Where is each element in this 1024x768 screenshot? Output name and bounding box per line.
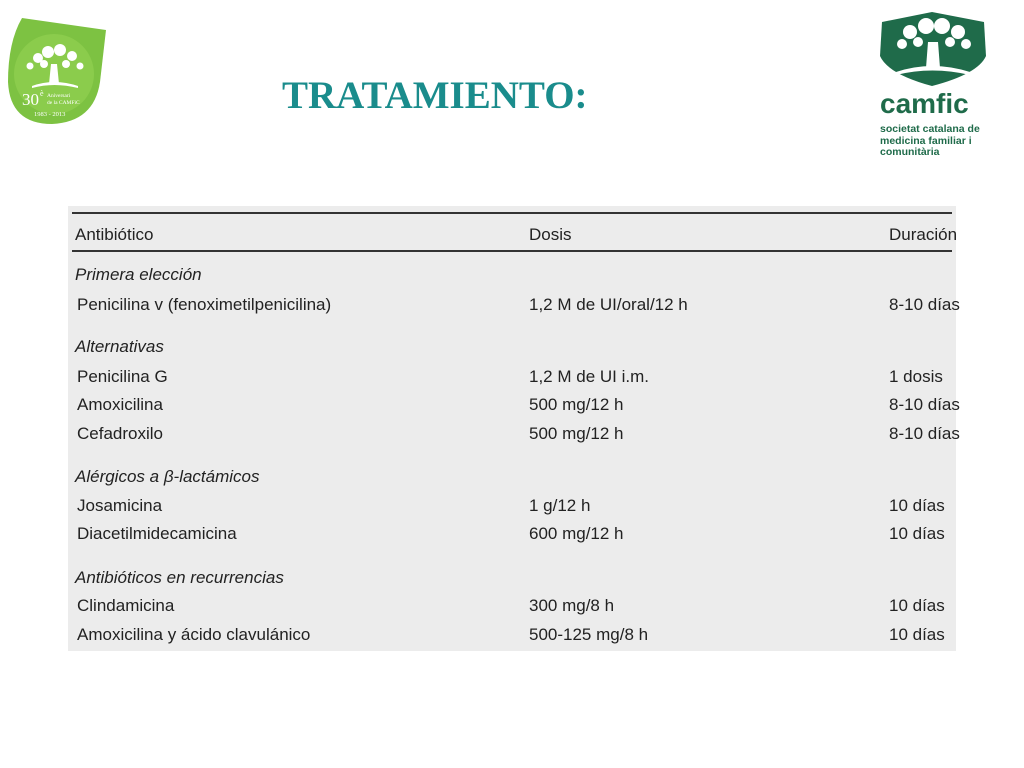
svg-text:Aniversari: Aniversari bbox=[47, 93, 71, 99]
drug-duration: 10 días bbox=[889, 625, 945, 644]
drug-duration: 8-10 días bbox=[889, 395, 960, 414]
drug-duration: 10 días bbox=[889, 524, 945, 543]
brand-name: camfic bbox=[880, 88, 969, 119]
drug-name: Penicilina G bbox=[77, 367, 168, 386]
drug-dose: 1,2 M de UI i.m. bbox=[529, 367, 649, 386]
drug-name: Penicilina v (fenoximetilpenicilina) bbox=[77, 295, 332, 314]
drug-name: Josamicina bbox=[77, 496, 163, 515]
brand-subtitle-line: comunitària bbox=[880, 146, 940, 158]
header-dose: Dosis bbox=[529, 225, 572, 244]
drug-name: Diacetilmidecamicina bbox=[77, 524, 237, 543]
header-antibiotic: Antibiótico bbox=[75, 225, 154, 244]
drug-dose: 600 mg/12 h bbox=[529, 524, 624, 543]
table-header-rule bbox=[72, 250, 952, 252]
drug-name: Cefadroxilo bbox=[77, 424, 163, 443]
svg-text:30: 30 bbox=[22, 90, 39, 109]
drug-dose: 500 mg/12 h bbox=[529, 395, 624, 414]
drug-duration: 8-10 días bbox=[889, 295, 960, 314]
drug-duration: 8-10 días bbox=[889, 424, 960, 443]
drug-duration: 10 días bbox=[889, 496, 945, 515]
section-title: Antibióticos en recurrencias bbox=[75, 568, 284, 587]
treatment-table bbox=[68, 206, 960, 651]
table-top-rule bbox=[72, 212, 952, 214]
drug-dose: 500-125 mg/8 h bbox=[529, 625, 649, 644]
drug-dose: 500 mg/12 h bbox=[529, 424, 624, 443]
brand-subtitle-line: societat catalana de bbox=[880, 123, 980, 135]
section-title: Primera elección bbox=[75, 265, 202, 284]
section-title: Alternativas bbox=[75, 337, 164, 356]
drug-name: Clindamicina bbox=[77, 596, 175, 615]
header-duration: Duración bbox=[889, 225, 958, 244]
drug-name: Amoxicilina y ácido clavulánico bbox=[77, 625, 311, 644]
svg-text:1983 - 2013: 1983 - 2013 bbox=[34, 111, 66, 118]
section-title: Alérgicos a β-lactámicos bbox=[75, 467, 260, 486]
drug-name: Amoxicilina bbox=[77, 395, 163, 414]
brand-subtitle bbox=[880, 124, 996, 159]
svg-text:de la CAMFiC: de la CAMFiC bbox=[47, 100, 80, 106]
anniversary-badge-icon bbox=[2, 12, 110, 128]
page-title: TRATAMIENTO: bbox=[282, 74, 588, 117]
drug-dose: 1,2 M de UI/oral/12 h bbox=[529, 295, 688, 314]
brand-subtitle-line: medicina familiar i bbox=[880, 134, 972, 147]
drug-duration: 1 dosis bbox=[889, 367, 943, 386]
anniversary-logo bbox=[2, 12, 110, 128]
drug-dose: 1 g/12 h bbox=[529, 496, 591, 515]
tree-logo-icon bbox=[874, 12, 992, 92]
camfic-logo bbox=[870, 12, 994, 164]
svg-text:è: è bbox=[40, 89, 44, 98]
drug-duration: 10 días bbox=[889, 596, 945, 615]
drug-dose: 300 mg/8 h bbox=[529, 596, 615, 615]
